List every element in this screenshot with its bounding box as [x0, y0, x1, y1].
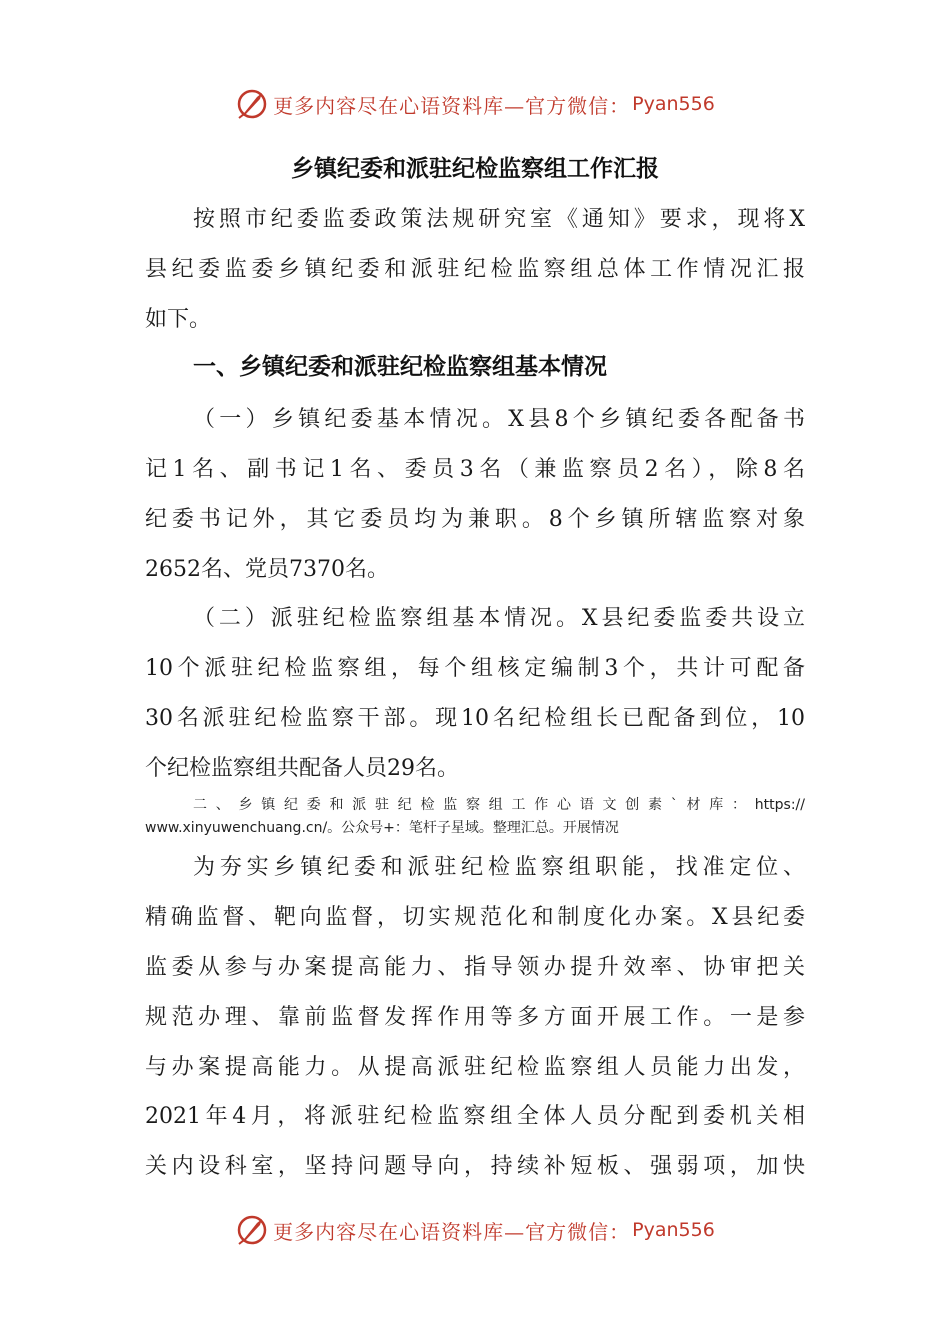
- paragraph-line: （二）派驻纪检监察组基本情况。X县纪委监委共设立: [193, 606, 805, 631]
- watermark-wechat-id: Pyan556: [632, 1219, 715, 1241]
- paragraph-line: 纪委书记外，其它委员均为兼职。8个乡镇所辖监察对象: [145, 507, 805, 532]
- section-note-line: 二、乡镇纪委和派驻纪检监察组工作心语文创素`材库：https://: [193, 797, 805, 813]
- watermark-banner-bottom: [0, 1208, 950, 1252]
- paragraph-line: 按照市纪委监委政策法规研究室《通知》要求，现将X: [193, 207, 805, 232]
- quill-pen-logo-icon: [235, 1213, 269, 1247]
- paragraph-line: 与办案提高能力。从提高派驻纪检监察组人员能力出发，: [145, 1055, 805, 1080]
- quill-pen-logo-icon: [235, 87, 269, 121]
- paragraph-line: 监委从参与办案提高能力、指导领办提升效率、协审把关: [145, 955, 805, 980]
- paragraph-line: 个纪检监察组共配备人员29名。: [145, 756, 459, 781]
- watermark-text: 更多内容尽在心语资料库—官方微信：: [273, 93, 631, 118]
- paragraph-line: 关内设科室，坚持问题导向，持续补短板、强弱项，加快: [145, 1154, 805, 1179]
- paragraph-line: 2021年4月，将派驻纪检监察组全体人员分配到委机关相: [145, 1104, 805, 1129]
- paragraph-line: 2652名、党员7370名。: [145, 557, 389, 582]
- paragraph-line: 如下。: [145, 307, 212, 332]
- watermark-wechat-id: Pyan556: [632, 93, 715, 115]
- paragraph-line: 10个派驻纪检监察组，每个组核定编制3个，共计可配备: [145, 656, 805, 681]
- paragraph-line: （一）乡镇纪委基本情况。X县8个乡镇纪委各配备书: [193, 407, 805, 432]
- document-title: 乡镇纪委和派驻纪检监察组工作汇报: [291, 156, 659, 182]
- paragraph-line: 30名派驻纪检监察干部。现10名纪检组长已配备到位，10: [145, 706, 805, 731]
- paragraph-line: 精确监督、靶向监督，切实规范化和制度化办案。X县纪委: [145, 905, 805, 930]
- section-heading: 一、乡镇纪委和派驻纪检监察组基本情况: [193, 354, 607, 380]
- watermark-text: 更多内容尽在心语资料库—官方微信：: [273, 1219, 631, 1244]
- watermark-banner-top: [0, 82, 950, 126]
- paragraph-line: 为夯实乡镇纪委和派驻纪检监察组职能，找准定位、: [193, 855, 805, 880]
- section-note-line: www.xinyuwenchuang.cn/。公众号+：笔杆子星域。整理汇总。开展情况: [145, 820, 619, 836]
- paragraph-line: 县纪委监委乡镇纪委和派驻纪检监察组总体工作情况汇报: [145, 257, 805, 282]
- paragraph-line: 规范办理、靠前监督发挥作用等多方面开展工作。一是参: [145, 1005, 805, 1030]
- paragraph-line: 记1名、副书记1名、委员3名（兼监察员2名），除8名: [145, 457, 805, 482]
